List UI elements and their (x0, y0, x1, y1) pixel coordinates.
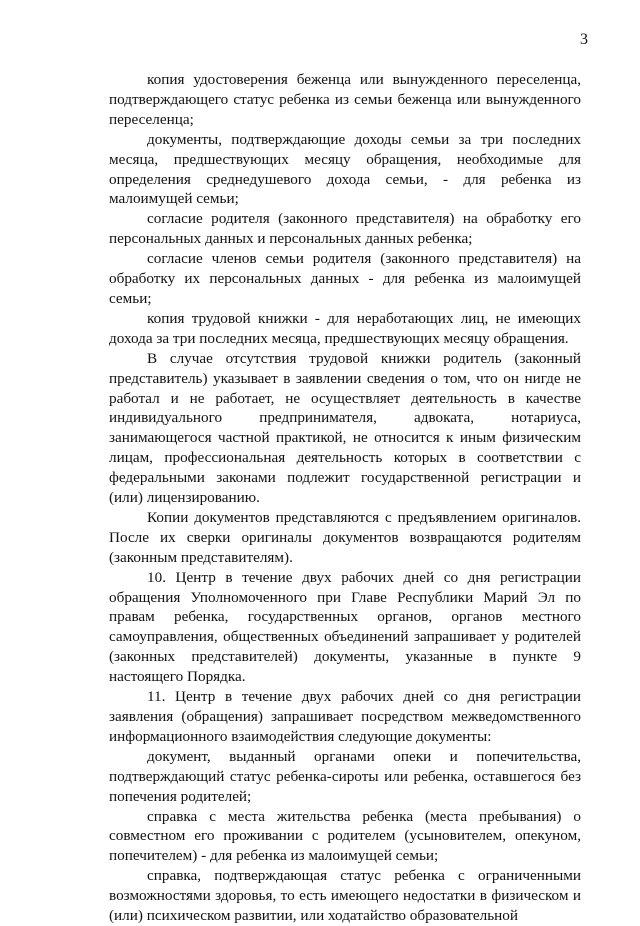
page-number: 3 (580, 31, 588, 48)
paragraph-clause-10: 10. Центр в течение двух рабочих дней со дня регистрации обращения Уполномоченного при Главе Республики Марий Эл по правам ребенка, государственных органов, органов местного самоуправления, общественных объединений запрашивает у родителей (законных представителей) документы, указанные в пункте 9 настоящего Порядка. (109, 568, 581, 686)
paragraph-residence-certificate: справка с места жительства ребенка (места пребывания) о совместном его проживании с родителем (усыновителем, опекуном, попечителем) - для ребенка из малоимущей семьи; (109, 807, 581, 865)
paragraph-family-consent: согласие членов семьи родителя (законного представителя) на обработку их персональных данных - для ребенка из малоимущей семьи; (109, 250, 581, 307)
paragraph-refugee-certificate: копия удостоверения беженца или вынужденного переселенца, подтверждающего статус ребенка из семьи беженца или вынужденного переселенца; (109, 71, 581, 128)
paragraph-copies-originals: Копии документов представляются с предъявлением оригиналов. После их сверки оригиналы документов возвращаются родителям (законным представителям). (109, 508, 581, 566)
document-body (109, 70, 581, 926)
paragraph-income-documents: документы, подтверждающие доходы семьи за три последних месяца, предшествующих месяцу обращения, необходимые для определения среднедушевого дохода семьи, - для ребенка из малоимущей семьи; (109, 130, 581, 208)
paragraph-parent-consent: согласие родителя (законного представителя) на обработку его персональных данных и персональных данных ребенка; (109, 210, 581, 248)
paragraph-guardianship-document: документ, выданный органами опеки и попечительства, подтверждающий статус ребенка-сироты или ребенка, оставшегося без попечения родителей; (109, 747, 581, 805)
paragraph-no-employment-record: В случае отсутствия трудовой книжки родитель (законный представитель) указывает в заявлении сведения о том, что он нигде не работал и не работает, не осуществляет деятельность в качестве индивидуального предпринимателя, адвоката, нотариуса, занимающегося частной практикой, не относится к иным физическим лицам, профессиональная деятельность которых в соответствии с федеральными законами подлежит государственной регистрации и (или) лицензированию. (109, 349, 581, 507)
paragraph-health-status-certificate: справка, подтверждающая статус ребенка с ограниченными возможностями здоровья, то есть имеющего недостатки в физическом и (или) психическом развитии, или ходатайство образовательной (109, 867, 581, 925)
paragraph-clause-11: 11. Центр в течение двух рабочих дней со дня регистрации заявления (обращения) запрашивает посредством межведомственного информационного взаимодействия следующие документы: (109, 688, 581, 745)
paragraph-employment-record: копия трудовой книжки - для неработающих лиц, не имеющих дохода за три последних месяца, предшествующих месяцу обращения. (109, 309, 581, 347)
